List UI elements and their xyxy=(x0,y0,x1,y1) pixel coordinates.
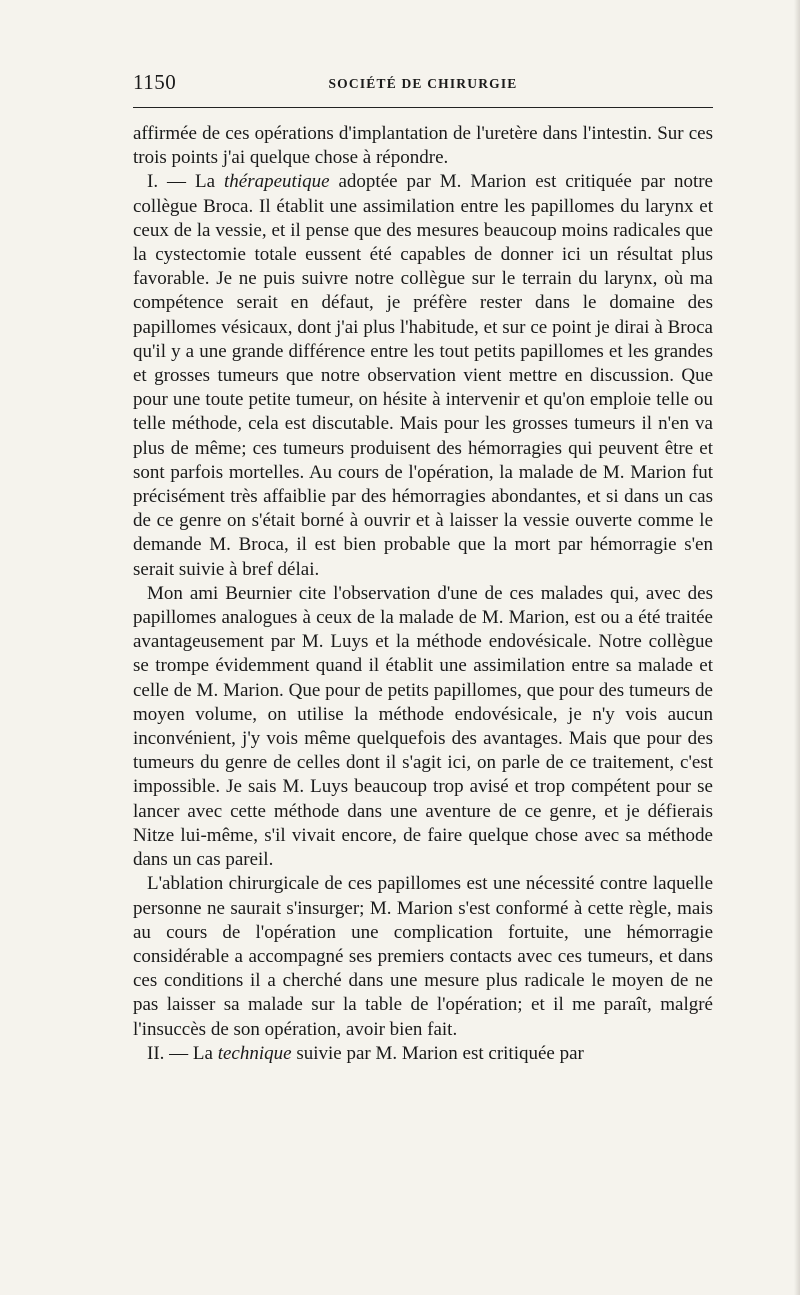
header-rule xyxy=(133,107,713,108)
body-text xyxy=(133,122,713,1066)
page-number: 1150 xyxy=(133,70,177,94)
paragraph-text: L'ablation chirurgicale de ces papillomes est une nécessité contre laquelle personne ne saurait s'insurger; M. Marion s'est conformé à cette règle, mais au cours de l'opération une complication fortuite, une hémorragie considérable a accompagné ses premiers contacts avec ces tumeurs, et dans ces conditions il a cherché dans une mesure plus radicale le moyen de ne pas laisser sa malade sur la table de l'opération; et il me paraît, malgré l'insuccès de son opération, avoir bien fait. xyxy=(133,873,713,1040)
paragraph-prefix: I. — La xyxy=(147,171,224,193)
paragraph-text: adoptée par M. Marion est critiquée par notre collègue Broca. Il établit une assimilation entre les papillomes du larynx et ceux de la vessie, et il pense que des mesures beaucoup moins radicales que la cystectomie totale eussent été capables de donner ici un résultat plus favorable. Je ne puis suivre notre collègue sur le terrain du larynx, où ma compétence serait en défaut, je préfère rester dans le domaine des papillomes vésicaux, dont j'ai plus l'habitude, et sur ce point je dirai à Broca qu'il y a une grande différence entre les tout petits papillomes et les grandes et grosses tumeurs que notre observation vient mettre en discussion. Que pour une toute petite tumeur, on hésite à intervenir et qu'on emploie telle ou telle méthode, cela est discutable. Mais pour les grosses tumeurs il n'en va plus de même; ces tumeurs produisent des hémorragies qui peuvent être et sont parfois mortelles. Au cours de l'opération, la malade de M. Marion fut précisément très affaiblie par des hémorragies abondantes, et si dans un cas de ce genre on s'était borné à ouvrir et à laisser la vessie ouverte comme le demande M. Broca, il est bien probable que la mort par hémorragie s'en serait suivie à bref délai. xyxy=(133,171,713,580)
italic-term: technique xyxy=(217,1042,292,1064)
paragraph-text: suivie par M. Marion est critiquée par xyxy=(291,1042,584,1064)
italic-term: thérapeutique xyxy=(224,171,330,193)
paragraph xyxy=(133,872,713,1041)
paragraph-technique xyxy=(133,1042,713,1066)
paragraph xyxy=(133,582,713,872)
paragraph xyxy=(133,122,713,170)
page-header xyxy=(133,70,713,100)
running-head: SOCIÉTÉ DE CHIRURGIE xyxy=(328,76,518,91)
paragraph-therapeutique xyxy=(133,170,713,581)
paragraph-text: affirmée de ces opérations d'implantation de l'uretère dans l'intestin. Sur ces trois points j'ai quelque chose à répondre. xyxy=(133,123,713,169)
paragraph-prefix: II. — La xyxy=(147,1042,218,1064)
paragraph-text: Mon ami Beurnier cite l'observation d'une de ces malades qui, avec des papillomes analogues à ceux de la malade de M. Marion, est ou a été traitée avantageusement par M. Luys et la méthode endovésicale. Notre collègue se trompe évidemment quand il établit une assimilation entre sa malade et celle de M. Marion. Que pour de petits papillomes, que pour des tumeurs de moyen volume, on utilise la méthode endovésicale, je n'y vois aucun inconvénient, j'y vois même quelquefois des avantages. Mais que pour des tumeurs du genre de celles dont il s'agit ici, on parle de ce traitement, c'est impossible. Je sais M. Luys beaucoup trop avisé et trop compétent pour se lancer avec cette méthode dans une aventure de ce genre, et je défierais Nitze lui-même, s'il vivait encore, de faire quelque chose avec sa méthode dans un cas pareil. xyxy=(133,582,713,871)
page-edge xyxy=(794,0,800,1295)
